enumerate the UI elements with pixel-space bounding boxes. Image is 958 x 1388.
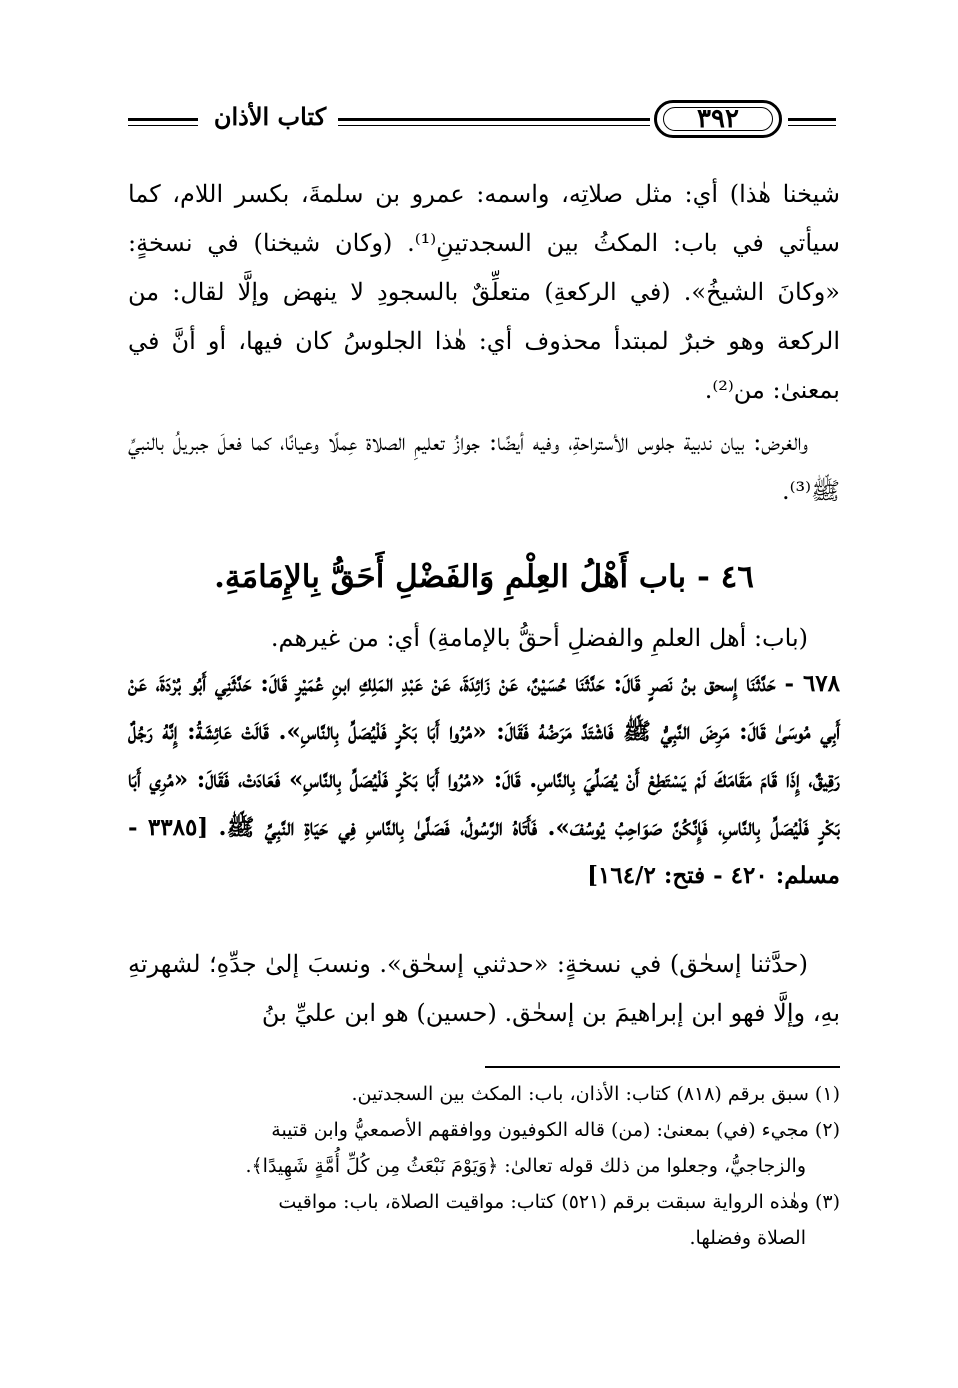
header-rule-middle [338,118,650,121]
page-header [128,96,840,156]
chapter-heading: ٤٦ - باب أَهْلُ العِلْمِ وَالفَضْلِ أَحَقُّ بِالإِمَامَةِ. [214,559,754,595]
footnote-2: (٢) مجيء (في) بمعنىٰ: (من) قاله الكوفيون ووافقهم الأصمعيُّ وابن قتيبة [271,1119,840,1141]
header-rule-middle-thin [338,125,650,126]
header-rule-left [128,118,198,121]
paragraph-commentary-2: والغرض: بيان ندبية جلوس الأستراحةِ، وفيه أيضًا: جوازُ تعليمِ الصلاة عِملًا وعيانًا، كما فعلَ جبريلُ بالنبيِّ ﷺ⁽³⁾. [128,428,840,505]
footnote-1: (١) سبق برقم (٨١٨) كتاب: الأذان، باب: المكث بين السجدتين. [351,1083,840,1105]
page-number-text: ٣٩٢ [697,104,739,134]
footnotes [128,1076,840,1256]
hadith-text: ٦٧٨ - حَدَّثَنَا إِسحق بنُ نَصرٍ قَالَ: حَدَّثَنَا حُسَيْنٌ، عَنْ زَائِدَةَ، عَنْ عَبْدِ المَلِكِ ابنِ عُمَيْرٍ قَالَ: حَدَّثَنِي أَبُو بُرْدَةَ، عَنْ أَبِي مُوسَىٰ قَالَ: مَرِضَ النَّبِيُّ ﷺ فَاشْتَدَّ مَرَضُهُ فَقَالَ: «مُرُوا أَبَا بَكْرٍ فَلْيُصَلِّ بِالنَّاسِ». قَالَتْ عَائِشَةُ: إِنَّهُ رَجُلٌ رَقِيقٌ، إِذَا قَامَ مَقَامَكَ لَمْ يَسْتَطِعْ أَنْ يُصَلِّيَ بِالنَّاسِ. قَالَ: «مُرُوا أَبَا بَكْرٍ فَلْيُصَلِّ بِالنَّاسِ» فَعَادَتْ، فَقَالَ: «مُرِي أَبَا بَكْرٍ فَلْيُصَلِّ بِالنَّاسِ، فَإِنَّكُنَّ صَوَاحِبُ يُوسُفَ». فَأَتَاهُ الرَّسُولُ، فَصَلَّىٰ بِالنَّاسِ فِي حَيَاةِ النَّبِيِّ ﷺ. [٣٣٨٥ - مسلم: ٤٢٠ - فتح: ١٦٤/٢] [128,670,840,889]
chapter-explanation: (باب: أهل العلمِ والفضلِ أحقُّ بالإمامةِ) أي: من غيرهم. [270,624,808,652]
footnote-separator [485,1066,840,1068]
footnote-3-continued: الصلاة وفضلها. [689,1227,806,1249]
paragraph-commentary-3: (حدَّثنا إسحٰق) في نسخةٍ: «حدثني إسحٰق». ونسبَ إلىٰ جدِّهِ؛ لشهرتهِ بهِ، وإلَّا فهو ابن إبراهيمَ بن إسحٰق. (حسين) هو ابن عليِّ بنُ [128,950,840,1027]
header-rule-right-thin [788,125,836,126]
running-title: كتاب الأذان [213,102,327,131]
paragraph-commentary-1: شيخنا هٰذا) أي: مثل صلاتِه، واسمه: عمرو بن سلمةَ، بكسر اللام، كما سيأتي في باب: المكثُ بين السجدتينِ⁽¹⁾. (وكان شيخنا) في نسخةٍ: «وكانَ الشيخُ». (في الركعةِ) متعلِّقٌ بالسجودِ لا ينهض وإلَّا لقال: من الركعة وهو خبرٌ لمبتدأ محذوف أي: هٰذا الجلوسُ كان فيها، أو أنَّ في بمعنىٰ: من⁽²⁾. [128,180,840,404]
header-rule-right [788,118,836,121]
footnote-3: (٣) وهٰذه الرواية سبقت برقم (٥٢١) كتاب: مواقيت الصلاة، باب: مواقيت [278,1191,840,1213]
footnote-2-continued: والزجاجيُّ، وجعلوا من ذلك قوله تعالىٰ: ﴿وَيَوْمَ نَبْعَثُ مِن كُلِّ أُمَّةٍ شَهِيدًا﴾. [245,1155,806,1177]
page-number [654,100,782,138]
header-rule-left-thin [128,125,198,126]
